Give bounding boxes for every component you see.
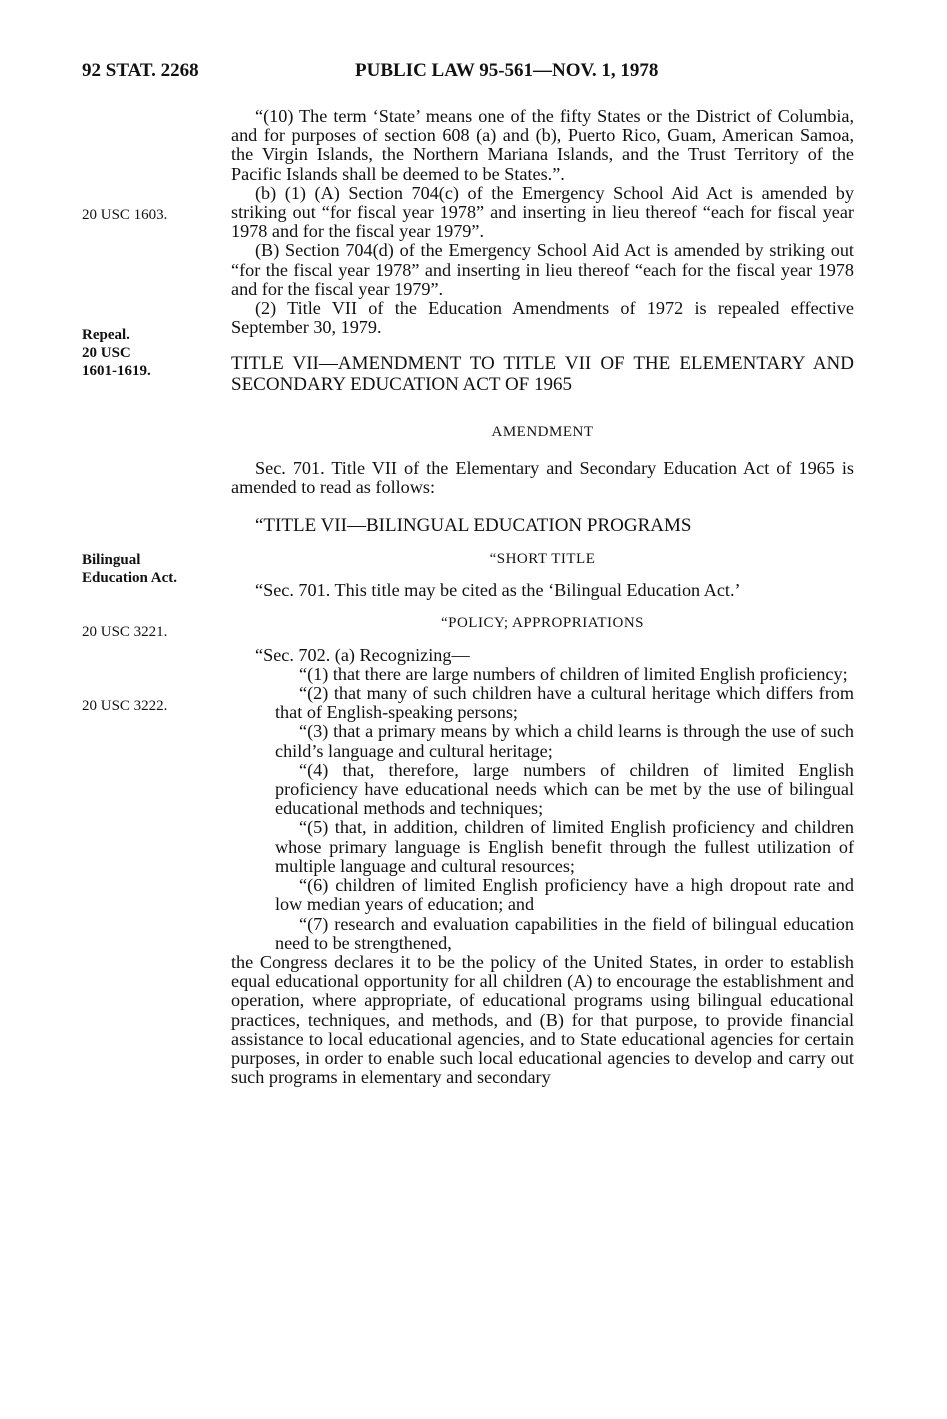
margin-note-bilingual-2: Education Act. xyxy=(82,570,178,586)
paragraph-B: (B) Section 704(d) of the Emergency School Aid Act is amended by striking out “for the fiscal year 1978” and inserting in lieu thereof “each for the fiscal year 1978 and for the fiscal year 1979”. xyxy=(231,240,854,299)
paragraph-10-state-definition: “(10) The term ‘State’ means one of the fifty States or the District of Columbia, and for purposes of section 608 (a) and (b), Puerto Rico, Guam, American Samoa, the Virgin Islands, the Northern Mariana Islands, and the Trust Territory of the Pacific Islands shall be deemed to be States.”. xyxy=(231,106,854,184)
margin-note-usc-3222: 20 USC 3222. xyxy=(82,698,168,714)
finding-3: “(3) that a primary means by which a child learns is through the use of such child’s language and cultural heritage; xyxy=(275,721,854,761)
section-701-short-title: “Sec. 701. This title may be cited as the ‘Bilingual Education Act.’ xyxy=(255,580,741,601)
paragraph-2-repeal: (2) Title VII of the Education Amendments of 1972 is repealed effective September 30, 1979. xyxy=(231,298,854,338)
finding-4: “(4) that, therefore, large numbers of children of limited English proficiency have educational needs which can be met by the use of bilingual educational methods and techniques; xyxy=(275,759,854,819)
section-701-intro: Sec. 701. Title VII of the Elementary and Secondary Education Act of 1965 is amended to read as follows: xyxy=(231,457,854,497)
margin-note-bilingual xyxy=(82,551,222,587)
finding-6: “(6) children of limited English proficiency have a high dropout rate and low median years of education; and xyxy=(275,875,854,915)
policy-declaration: the Congress declares it to be the policy of the United States, in order to establish equal educational opportunity for all children (A) to encourage the establishment and operation, where appropriate, of educational programs using bilingual educational practices, techniques, and methods, and (B) for that purpose, to provide financial assistance to local educational agencies, and to State educational agencies for certain purposes, in order to enable such local educational agencies to develop and carry out such programs in elementary and secondary xyxy=(231,951,854,1088)
short-title-heading: “SHORT TITLE xyxy=(489,551,596,568)
policy-heading: “POLICY; APPROPRIATIONS xyxy=(440,615,645,632)
title-vii-heading: TITLE VII—AMENDMENT TO TITLE VII OF THE ELEMENTARY AND SECONDARY EDUCATION ACT OF 1965 xyxy=(231,353,854,396)
page-citation: 92 STAT. 2268 xyxy=(82,60,199,81)
margin-note-usc-3221: 20 USC 3221. xyxy=(82,624,168,640)
margin-note-repeal-cite-1: 20 USC xyxy=(82,345,131,361)
paragraph-b-1-A: (b) (1) (A) Section 704(c) of the Emergency School Aid Act is amended by striking out “for fiscal year 1978” and inserting in lieu thereof “each for fiscal year 1978 and for the fiscal year 1979”. xyxy=(231,182,854,242)
margin-note-bilingual-1: Bilingual xyxy=(82,552,141,568)
margin-note-repeal-cite-2: 1601-1619. xyxy=(82,363,151,379)
finding-2: “(2) that many of such children have a cultural heritage which differs from that of English-speaking persons; xyxy=(275,683,854,723)
finding-1: “(1) that there are large numbers of children of limited English proficiency; xyxy=(299,663,848,684)
finding-7: “(7) research and evaluation capabilities in the field of bilingual education need to be strengthened, xyxy=(275,913,854,953)
running-head: PUBLIC LAW 95-561—NOV. 1, 1978 xyxy=(355,60,659,81)
body-column xyxy=(231,107,854,1087)
margin-note-repeal-label: Repeal. xyxy=(82,327,130,343)
margin-note-usc-1603: 20 USC 1603. xyxy=(82,207,168,223)
section-702-recognizing: “Sec. 702. (a) Recognizing— xyxy=(255,644,470,665)
amendment-heading: AMENDMENT xyxy=(491,424,594,441)
margin-note-repeal xyxy=(82,326,222,380)
finding-5: “(5) that, in addition, children of limited English proficiency and children whose primary language is English benefit through the fullest utilization of multiple language and cultural resources; xyxy=(275,817,854,876)
title-bilingual-heading: “TITLE VII—BILINGUAL EDUCATION PROGRAMS xyxy=(255,515,692,537)
